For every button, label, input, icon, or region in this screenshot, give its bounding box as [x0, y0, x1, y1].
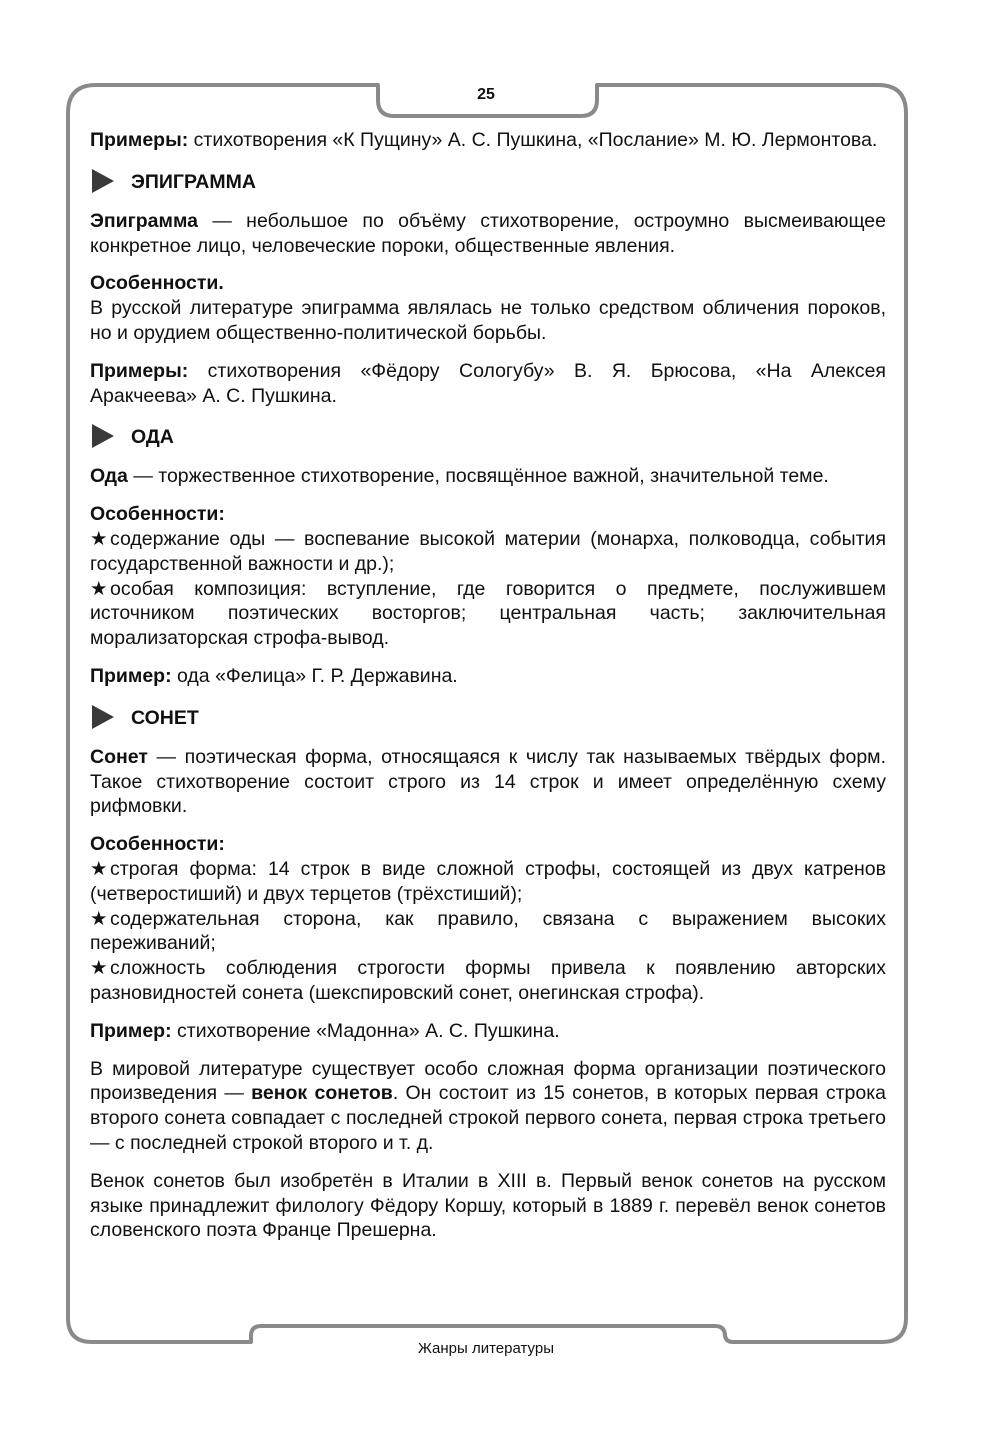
- section-heading-sonnet: [90, 705, 886, 731]
- term: Ода: [90, 465, 128, 488]
- term: Сонет: [90, 745, 148, 768]
- heading-text: СОНЕТ: [131, 706, 199, 729]
- definition-text: — торжественное стихотворение, посвящённое важной, значительной теме.: [127, 465, 829, 488]
- wreath-pre: В мировой литературе существует особо сложная форма организации поэтического произведения —: [90, 1057, 886, 1105]
- feature-text: содержательная сторона, как правило, связана с выражением высоких переживаний;: [90, 907, 886, 955]
- intro-examples-text: стихотворения «К Пущину» А. С. Пушкина, «Послание» М. Ю. Лермонтова.: [188, 129, 878, 151]
- ode-feature-item: [90, 527, 886, 577]
- sonnet-history-paragraph: Венок сонетов был изобретён в Италии в XIII в. Первый венок сонетов на русском языке принадлежит филологу Фёдору Коршу, который в 1889 г. перевёл венок сонетов словенского поэта Франце Прешерна.: [90, 1169, 886, 1242]
- star-icon: ★: [90, 957, 108, 980]
- star-icon: ★: [90, 857, 108, 880]
- term: Эпиграмма: [90, 209, 198, 232]
- intro-examples-label: Примеры:: [90, 129, 189, 151]
- sonnet-features-label: Особенности:: [90, 833, 225, 856]
- sonnet-feature-item: [90, 956, 886, 1006]
- ode-features-label: Особенности:: [90, 503, 225, 526]
- feature-text: строгая форма: 14 строк в виде сложной строфы, состоящей из двух катренов (четверостиший) и двух терцетов (трёхстиший);: [90, 857, 886, 905]
- epigram-examples: [90, 359, 886, 409]
- ode-feature-item: [90, 577, 886, 651]
- star-icon: ★: [90, 907, 108, 930]
- sonnet-feature-item: [90, 857, 886, 907]
- section-heading-ode: [90, 424, 886, 450]
- star-icon: ★: [90, 527, 108, 550]
- epigram-definition: [90, 209, 886, 259]
- examples-label: Примеры:: [90, 359, 189, 382]
- heading-text: ЭПИГРАММА: [131, 170, 256, 193]
- sonnet-example: [90, 1019, 886, 1044]
- feature-text: сложность соблюдения строгости формы привела к появлению авторских разновидностей сонета (шекспировский сонет, онегинская строфа).: [90, 957, 886, 1004]
- heading-text: ОДА: [131, 426, 174, 449]
- definition-text: — поэтическая форма, относящаяся к числу так называемых твёрдых форм. Такое стихотворение состоит строго из 14 строк и имеет определённую схему рифмовки.: [90, 745, 886, 818]
- intro-examples: [90, 128, 886, 153]
- page-content: [90, 128, 886, 1243]
- arrow-right-icon: [90, 705, 114, 729]
- sonnet-wreath-paragraph: [90, 1057, 886, 1156]
- definition-text: — небольшое по объёму стихотворение, остроумно высмеивающее конкретное лицо, человеческие пороки, общественные явления.: [90, 209, 886, 257]
- ode-definition: [90, 464, 886, 489]
- arrow-right-icon: [90, 169, 114, 193]
- arrow-right-icon: [90, 424, 114, 448]
- ode-example: [90, 664, 886, 689]
- example-label: Пример:: [90, 1019, 172, 1042]
- feature-text: содержание оды — воспевание высокой материи (монарха, полководца, события государственной важности и др.);: [90, 527, 886, 575]
- page-number: 25: [477, 86, 495, 103]
- sonnet-definition: [90, 745, 886, 819]
- example-label: Пример:: [90, 664, 172, 687]
- examples-text: стихотворения «Фёдору Сологубу» В. Я. Брюсова, «На Алексея Аракчеева» А. С. Пушкина.: [90, 359, 886, 407]
- footer-title: Жанры литературы: [418, 1340, 554, 1357]
- example-text: стихотворение «Мадонна» А. С. Пушкина.: [171, 1019, 560, 1042]
- feature-text: особая композиция: вступление, где говорится о предмете, послужившем источником поэтических восторгов; центральная часть; заключительная морализаторская строфа-вывод.: [90, 577, 886, 650]
- star-icon: ★: [90, 577, 108, 600]
- wreath-post: . Он состоит из 15 сонетов, в которых первая строка второго сонета совпадает с последней строкой первого сонета, первая строка третьего — с последней строкой второго и т. д.: [90, 1082, 887, 1154]
- example-text: ода «Фелица» Г. Р. Державина.: [171, 664, 458, 687]
- epigram-features-label: Особенности.: [90, 272, 224, 295]
- epigram-features-text: В русской литературе эпиграмма являлась не только средством обличения пороков, но и орудием общественно-политической борьбы.: [90, 297, 886, 344]
- wreath-term: венок сонетов: [251, 1082, 393, 1105]
- sonnet-feature-item: [90, 907, 886, 957]
- section-heading-epigram: [90, 169, 886, 195]
